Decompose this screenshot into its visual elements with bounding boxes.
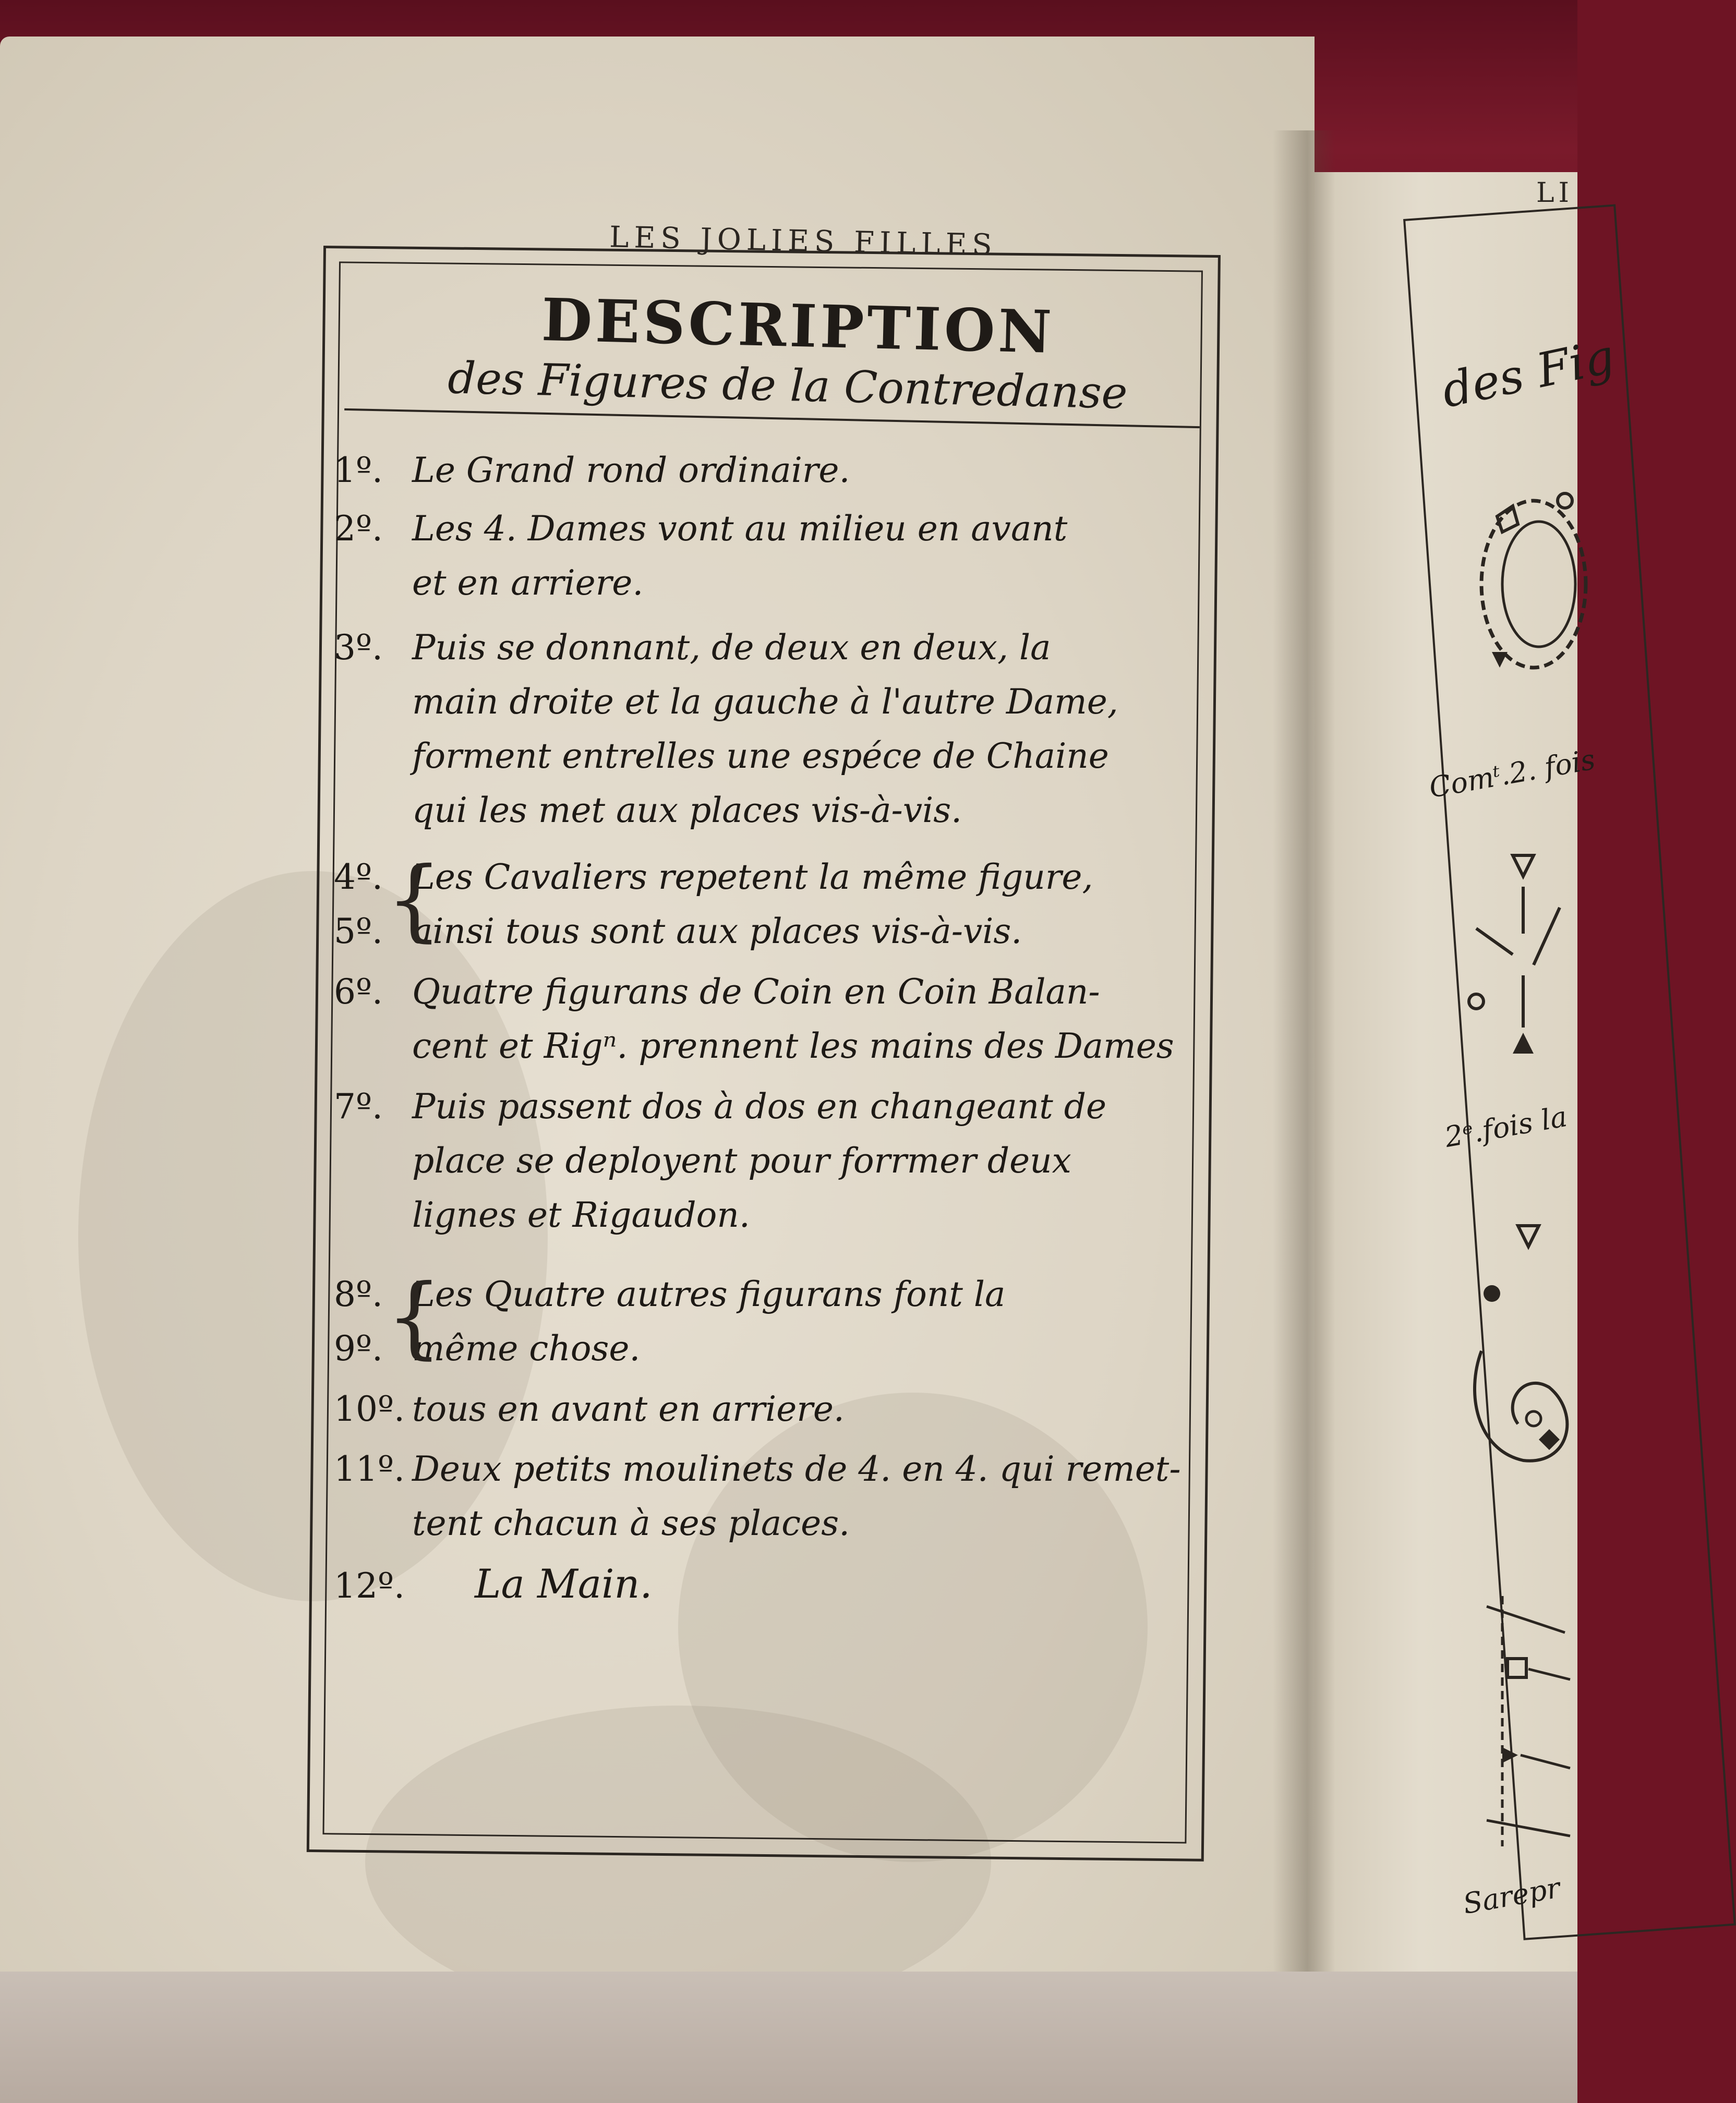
item-text: et en arriere. bbox=[412, 563, 644, 603]
item-number: 8º. bbox=[334, 1274, 383, 1314]
page-subtitle: des Figures de la Contredanse bbox=[447, 352, 1128, 419]
item-number: 10º. bbox=[334, 1389, 405, 1429]
list-item bbox=[334, 621, 1210, 838]
right-page-title: des Fig bbox=[1437, 329, 1620, 419]
list-item bbox=[334, 904, 1210, 959]
list-item bbox=[334, 443, 1210, 498]
item-text: forment entrelles une espéce de Chaine bbox=[412, 736, 1109, 776]
item-number: 12º. bbox=[334, 1566, 405, 1606]
item-text: tous en avant en arriere. bbox=[412, 1389, 845, 1429]
list-item bbox=[334, 1322, 1210, 1376]
item-text: qui les met aux places vis-à-vis. bbox=[412, 790, 962, 830]
right-running-head: LI bbox=[1536, 177, 1574, 209]
list-item bbox=[334, 1382, 1210, 1436]
item-number: 7º. bbox=[334, 1086, 383, 1127]
item-text: Puis se donnant, de deux en deux, la bbox=[412, 627, 1051, 668]
list-item bbox=[334, 965, 1210, 1073]
brace-4-5: { bbox=[386, 848, 443, 951]
dance-diagram-spiral bbox=[1461, 1215, 1581, 1507]
list-item bbox=[334, 502, 1210, 610]
item-text: lignes et Rigaudon. bbox=[412, 1195, 750, 1235]
foreground-blur bbox=[0, 1972, 1577, 2103]
item-number: 1º. bbox=[334, 450, 383, 490]
list-item bbox=[334, 850, 1210, 904]
right-caption-3: Sarepr bbox=[1461, 1871, 1563, 1921]
item-text: Les Cavaliers repetent la même figure, bbox=[412, 857, 1093, 897]
dance-diagram-circle bbox=[1455, 480, 1581, 699]
item-number: 6º. bbox=[334, 972, 383, 1012]
list-item bbox=[334, 1557, 1210, 1613]
item-number: 3º. bbox=[334, 627, 383, 668]
item-number: 9º. bbox=[334, 1328, 383, 1369]
item-text: Quatre figurans de Coin en Coin Balan- bbox=[412, 972, 1100, 1012]
item-text: Le Grand rond ordinaire. bbox=[412, 450, 850, 490]
item-number: 4º. bbox=[334, 857, 383, 897]
list-item bbox=[334, 1442, 1210, 1551]
list-item bbox=[334, 1080, 1210, 1242]
book-gutter-shadow bbox=[1273, 130, 1335, 2008]
list-item bbox=[334, 1267, 1210, 1322]
right-caption-1: Comᵗ.2. fois bbox=[1427, 743, 1598, 805]
running-head: LES JOLIES FILLES bbox=[609, 220, 998, 262]
item-text: cent et Rigⁿ. prennent les mains des Dames bbox=[412, 1026, 1174, 1066]
item-text: main droite et la gauche à l'autre Dame, bbox=[412, 682, 1118, 722]
item-number: 2º. bbox=[334, 509, 383, 549]
page-title: DESCRIPTION bbox=[540, 286, 1056, 367]
item-text: La Main. bbox=[475, 1561, 653, 1607]
item-text: Les 4. Dames vont au milieu en avant bbox=[412, 509, 1068, 549]
item-text: place se deployent pour forrmer deux bbox=[412, 1141, 1071, 1181]
item-text: Les Quatre autres figurans font la bbox=[412, 1274, 1006, 1314]
item-text: même chose. bbox=[412, 1328, 641, 1369]
brace-8-9: { bbox=[386, 1265, 443, 1369]
item-text: Puis passent dos à dos en changeant de bbox=[412, 1086, 1107, 1127]
item-number: 5º. bbox=[334, 911, 383, 951]
item-number: 11º. bbox=[334, 1449, 405, 1489]
dance-diagram-cross bbox=[1455, 845, 1575, 1064]
item-text: Deux petits moulinets de 4. en 4. qui remet- bbox=[412, 1449, 1181, 1489]
dance-diagram-lines bbox=[1471, 1575, 1575, 1867]
item-text: ainsi tous sont aux places vis-à-vis. bbox=[412, 911, 1022, 951]
item-text: tent chacun à ses places. bbox=[412, 1503, 850, 1543]
right-caption-2: 2ᵉ.fois la bbox=[1442, 1099, 1570, 1154]
